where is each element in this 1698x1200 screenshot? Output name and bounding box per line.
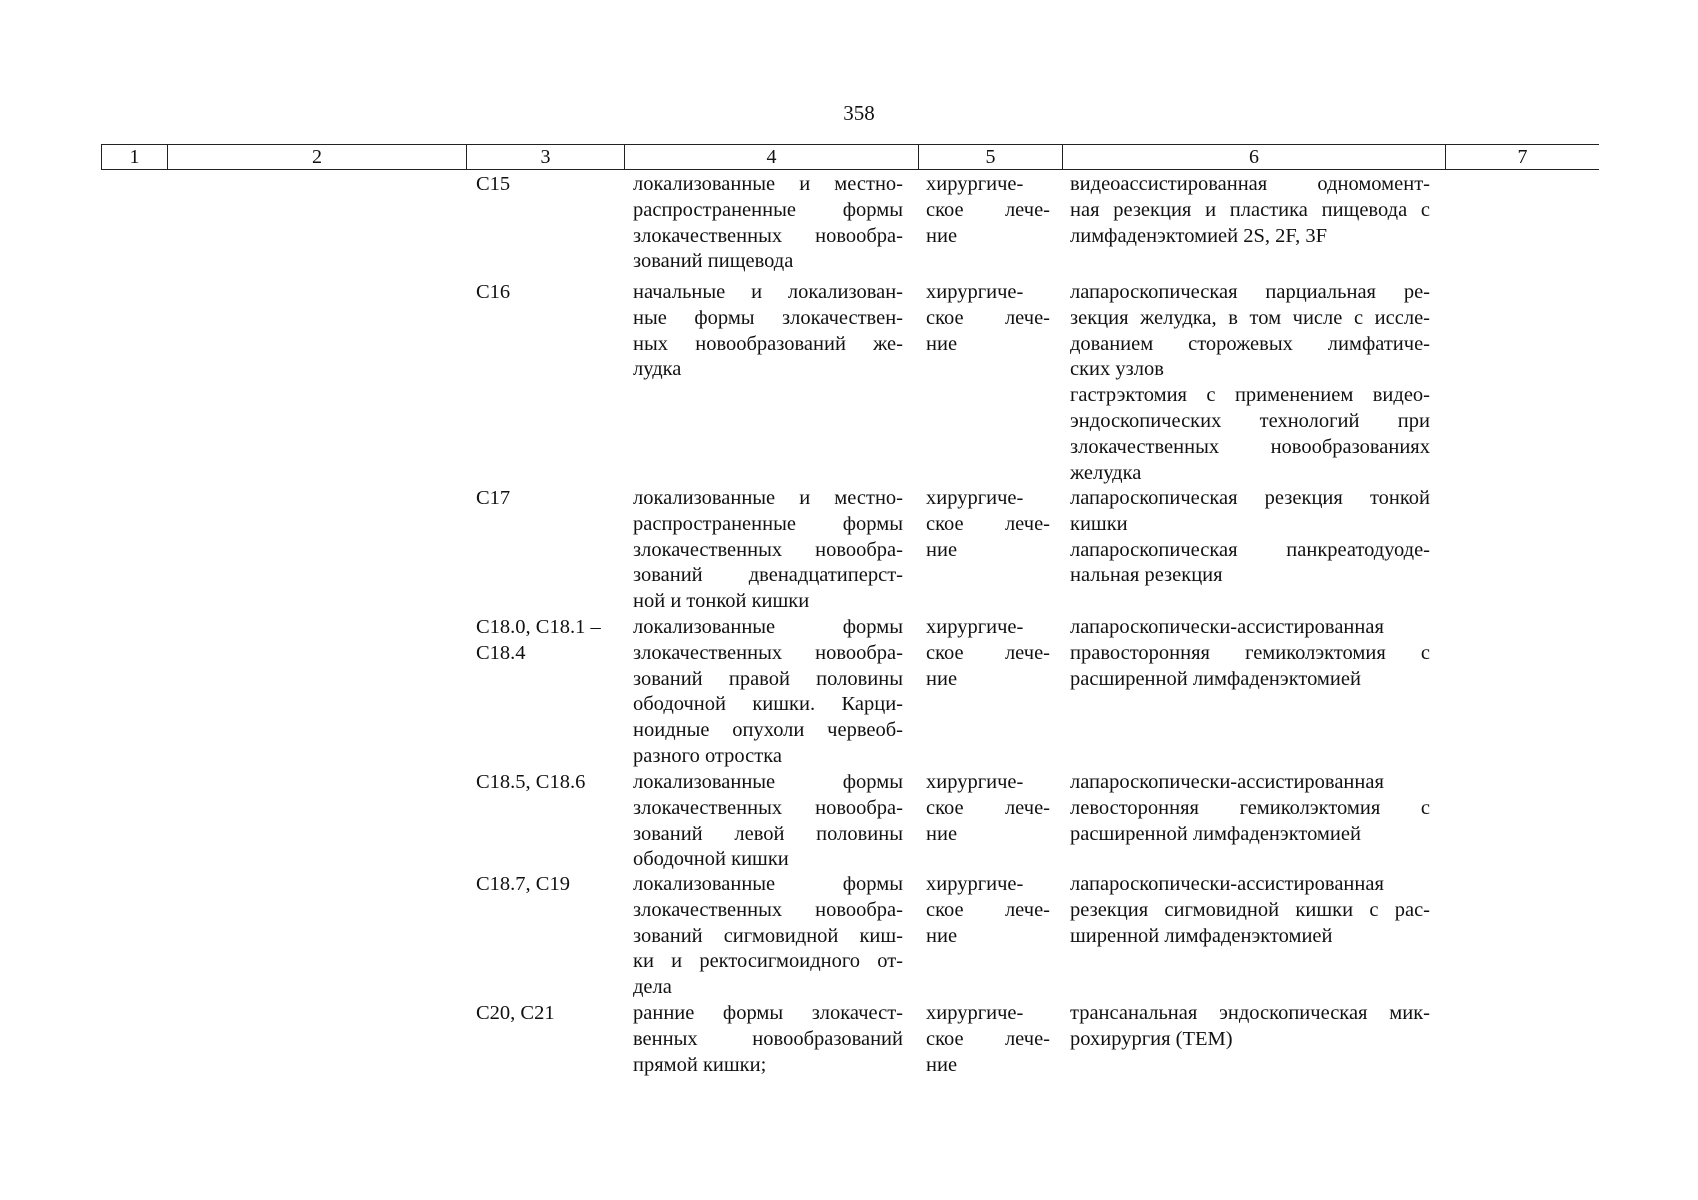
icd-code-cell bbox=[476, 770, 616, 796]
treatment-type-cell-line: ние bbox=[926, 1053, 958, 1076]
diagnosis-cell-line: зований пищевода bbox=[633, 250, 794, 273]
treatment-type-cell-line: ние bbox=[926, 667, 958, 690]
treatment-type-cell-line: хирургиче- bbox=[926, 873, 1024, 895]
treatment-method-cell-line: эндоскопических технологий при bbox=[1070, 409, 1430, 432]
treatment-type-cell-line: хирургиче- bbox=[926, 281, 1024, 303]
treatment-method-cell-line: злокачественных новообразованиях bbox=[1070, 435, 1430, 458]
treatment-method-cell-line: гастрэктомия с применением видео- bbox=[1070, 384, 1430, 407]
diagnosis-cell-line: зований левой половины bbox=[633, 822, 903, 845]
treatment-method-cell-line: ских узлов bbox=[1070, 358, 1164, 381]
diagnosis-cell-line: локализованные и местно- bbox=[633, 487, 903, 509]
treatment-method-cell-line: желудка bbox=[1070, 461, 1142, 484]
icd-code-cell-line: C20, C21 bbox=[476, 1002, 555, 1024]
treatment-type-cell-line: ское лече- bbox=[926, 898, 1050, 921]
header-col-2: 2 bbox=[167, 145, 466, 169]
treatment-method-cell-line: ная резекция и пластика пищевода с bbox=[1070, 198, 1430, 221]
treatment-type-cell-line: ние bbox=[926, 924, 958, 947]
treatment-method-cell-line: лапароскопически-ассистированная bbox=[1070, 616, 1384, 638]
diagnosis-cell-line: злокачественных новообра- bbox=[633, 641, 903, 664]
treatment-method-cell-line: зекция желудка, в том числе с иссле- bbox=[1070, 306, 1430, 329]
icd-code-cell-line: C15 bbox=[476, 173, 511, 195]
diagnosis-cell bbox=[633, 615, 903, 770]
treatment-type-cell bbox=[926, 872, 1050, 949]
diagnosis-cell bbox=[633, 486, 903, 615]
treatment-type-cell-line: ние bbox=[926, 332, 958, 355]
treatment-method-cell-line: расширенной лимфаденэктомией bbox=[1070, 667, 1361, 690]
diagnosis-cell-line: локализованные формы bbox=[633, 616, 903, 638]
treatment-type-cell-line: ское лече- bbox=[926, 1027, 1050, 1050]
diagnosis-cell bbox=[633, 172, 903, 275]
icd-code-cell bbox=[476, 280, 616, 306]
treatment-method-cell-line: правосторонняя гемиколэктомия с bbox=[1070, 641, 1430, 664]
treatment-type-cell bbox=[926, 1001, 1050, 1078]
diagnosis-cell-line: ноидные опухоли червеоб- bbox=[633, 719, 903, 742]
diagnosis-cell-line: злокачественных новообра- bbox=[633, 224, 903, 247]
icd-code-cell bbox=[476, 872, 616, 898]
diagnosis-cell-line: злокачественных новообра- bbox=[633, 538, 903, 561]
treatment-type-cell-line: хирургиче- bbox=[926, 616, 1024, 638]
diagnosis-cell-line: венных новообразований bbox=[633, 1027, 903, 1050]
icd-code-cell-line: C18.4 bbox=[476, 641, 526, 664]
treatment-method-cell-line: лимфаденэктомией 2S, 2F, 3F bbox=[1070, 224, 1328, 247]
treatment-method-cell bbox=[1070, 172, 1430, 249]
page-number: 358 bbox=[843, 101, 875, 125]
treatment-method-cell-line: лапароскопическая парциальная ре- bbox=[1070, 281, 1430, 303]
diagnosis-cell-line: ных новообразований же- bbox=[633, 332, 903, 355]
diagnosis-cell-line: злокачественных новообра- bbox=[633, 898, 903, 921]
icd-code-cell-line: C18.5, C18.6 bbox=[476, 771, 586, 793]
treatment-method-cell-line: видеоассистированная одномомент- bbox=[1070, 173, 1430, 195]
diagnosis-cell-line: злокачественных новообра- bbox=[633, 796, 903, 819]
diagnosis-cell-line: ранние формы злокачест- bbox=[633, 1002, 903, 1024]
diagnosis-cell-line: прямой кишки; bbox=[633, 1053, 767, 1076]
diagnosis-cell-line: локализованные формы bbox=[633, 771, 903, 793]
treatment-type-cell-line: хирургиче- bbox=[926, 173, 1024, 195]
icd-code-cell bbox=[476, 486, 616, 512]
treatment-type-cell-line: ние bbox=[926, 822, 958, 845]
treatment-method-cell bbox=[1070, 770, 1430, 847]
treatment-type-cell-line: ние bbox=[926, 224, 958, 247]
diagnosis-cell bbox=[633, 1001, 903, 1078]
header-col-7: 7 bbox=[1445, 145, 1599, 169]
treatment-type-cell-line: ние bbox=[926, 538, 958, 561]
icd-code-cell bbox=[476, 172, 616, 198]
treatment-method-cell-line: резекция сигмовидной кишки с рас- bbox=[1070, 898, 1430, 921]
treatment-type-cell bbox=[926, 770, 1050, 847]
diagnosis-cell bbox=[633, 872, 903, 1001]
icd-code-cell bbox=[476, 615, 616, 667]
treatment-method-cell-line: левосторонняя гемиколэктомия с bbox=[1070, 796, 1430, 819]
treatment-method-cell-line: лапароскопически-ассистированная bbox=[1070, 771, 1384, 793]
treatment-type-cell bbox=[926, 486, 1050, 563]
treatment-type-cell-line: ское лече- bbox=[926, 306, 1050, 329]
diagnosis-cell-line: локализованные и местно- bbox=[633, 173, 903, 195]
treatment-method-cell bbox=[1070, 615, 1430, 692]
treatment-type-cell-line: ское лече- bbox=[926, 512, 1050, 535]
table-header-row bbox=[101, 144, 1599, 170]
diagnosis-cell-line: распространенные формы bbox=[633, 198, 903, 221]
treatment-method-cell-line: дованием сторожевых лимфатиче- bbox=[1070, 332, 1430, 355]
treatment-method-cell-line: лапароскопически-ассистированная bbox=[1070, 873, 1384, 895]
diagnosis-cell-line: зований сигмовидной киш- bbox=[633, 924, 903, 947]
diagnosis-cell bbox=[633, 280, 903, 383]
icd-code-cell-line: C18.7, C19 bbox=[476, 873, 570, 895]
treatment-type-cell-line: хирургиче- bbox=[926, 487, 1024, 509]
diagnosis-cell-line: зований двенадцатиперст- bbox=[633, 564, 903, 587]
treatment-method-cell-line: трансанальная эндоскопическая мик- bbox=[1070, 1002, 1430, 1024]
treatment-method-cell-line: нальная резекция bbox=[1070, 564, 1223, 587]
treatment-type-cell-line: ское лече- bbox=[926, 641, 1050, 664]
header-col-6: 6 bbox=[1062, 145, 1445, 169]
header-col-1: 1 bbox=[101, 145, 167, 169]
header-col-5: 5 bbox=[918, 145, 1062, 169]
diagnosis-cell-line: ки и ректосигмоидного от- bbox=[633, 950, 903, 973]
diagnosis-cell-line: зований правой половины bbox=[633, 667, 903, 690]
header-col-4: 4 bbox=[624, 145, 918, 169]
diagnosis-cell bbox=[633, 770, 903, 873]
treatment-method-cell bbox=[1070, 1001, 1430, 1053]
icd-code-cell-line: C18.0, C18.1 – bbox=[476, 616, 601, 638]
diagnosis-cell-line: начальные и локализован- bbox=[633, 281, 903, 303]
diagnosis-cell-line: дела bbox=[633, 976, 672, 999]
header-col-3: 3 bbox=[466, 145, 624, 169]
icd-code-cell-line: C17 bbox=[476, 487, 511, 509]
diagnosis-cell-line: распространенные формы bbox=[633, 512, 903, 535]
icd-code-cell-line: C16 bbox=[476, 281, 511, 303]
treatment-method-cell-line: рохирургия (ТЕМ) bbox=[1070, 1027, 1233, 1050]
diagnosis-cell-line: ободочной кишки bbox=[633, 848, 789, 871]
treatment-method-cell-line: лапароскопическая резекция тонкой bbox=[1070, 487, 1430, 509]
icd-code-cell bbox=[476, 1001, 616, 1027]
treatment-method-cell-line: расширенной лимфаденэктомией bbox=[1070, 822, 1361, 845]
treatment-type-cell bbox=[926, 172, 1050, 249]
treatment-method-cell bbox=[1070, 486, 1430, 589]
treatment-method-cell bbox=[1070, 280, 1430, 486]
treatment-type-cell bbox=[926, 280, 1050, 357]
treatment-method-cell-line: кишки bbox=[1070, 512, 1128, 535]
diagnosis-cell-line: ободочной кишки. Карци- bbox=[633, 693, 903, 716]
treatment-type-cell-line: ское лече- bbox=[926, 198, 1050, 221]
diagnosis-cell-line: локализованные формы bbox=[633, 873, 903, 895]
treatment-method-cell-line: ширенной лимфаденэктомией bbox=[1070, 924, 1333, 947]
diagnosis-cell-line: лудка bbox=[633, 358, 682, 381]
diagnosis-cell-line: разного отростка bbox=[633, 744, 782, 767]
treatment-method-cell-line: лапароскопическая панкреатодуоде- bbox=[1070, 538, 1430, 561]
treatment-type-cell-line: хирургиче- bbox=[926, 1002, 1024, 1024]
treatment-type-cell-line: ское лече- bbox=[926, 796, 1050, 819]
diagnosis-cell-line: ной и тонкой кишки bbox=[633, 590, 810, 613]
diagnosis-cell-line: ные формы злокачествен- bbox=[633, 306, 903, 329]
treatment-type-cell bbox=[926, 615, 1050, 692]
treatment-method-cell bbox=[1070, 872, 1430, 949]
treatment-type-cell-line: хирургиче- bbox=[926, 771, 1024, 793]
